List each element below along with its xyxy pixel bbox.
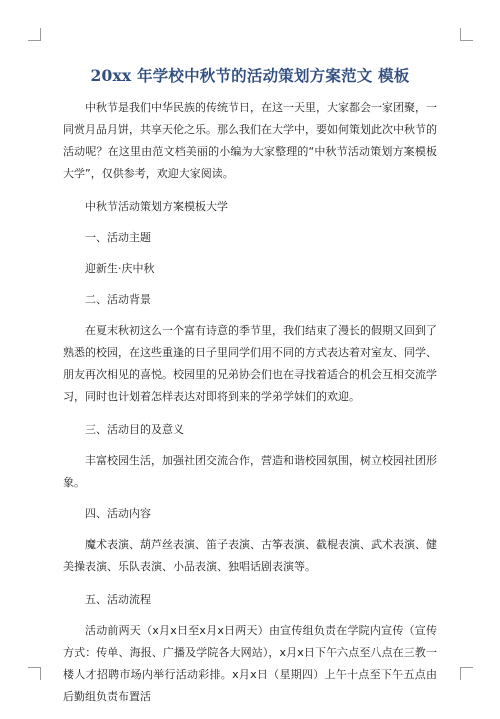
- section-heading: 四、活动内容: [85, 507, 151, 520]
- purpose-paragraph: 丰富校园生活，加强社团交流合作，营造和谐校园氛围，树立校园社团形象。: [63, 454, 437, 489]
- content-paragraph: 魔术表演、葫芦丝表演、笛子表演、古筝表演、截棍表演、武术表演、健美操表演、乐队表演、小品表演、独唱话剧表演等。: [63, 538, 437, 573]
- section-heading: 一、活动主题: [85, 231, 151, 244]
- crop-mark-bottom-right: [460, 667, 473, 680]
- section-heading: 五、活动流程: [85, 593, 151, 606]
- section-heading: 三、活动目的及意义: [85, 423, 184, 436]
- crop-mark-top-left: [28, 28, 41, 41]
- intro-paragraph: 中秋节是我们中华民族的传统节日，在这一天里，大家都会一家团聚，一同赏月品月饼，共享天伦之乐。那么我们在大学中，要如何策划此次中秋节的活动呢？在这里由范文档美丽的小编为大家整理的“中秋节活动策划方案模板大学”，仅供参考，欢迎大家阅读。: [63, 101, 437, 180]
- document-title: 20xx 年学校中秋节的活动策划方案范文 模板: [90, 66, 410, 85]
- subtitle: 中秋节活动策划方案模板大学: [85, 200, 228, 213]
- crop-mark-top-right: [460, 28, 473, 41]
- crop-mark-bottom-left: [28, 667, 41, 680]
- background-paragraph: 在夏末秋初这么一个富有诗意的季节里，我们结束了漫长的假期又回到了熟悉的校园，在这些重逢的日子里同学们用不同的方式表达着对室友、同学、朋友再次相见的喜悦。校园里的兄弟协会们也在寻找着适合的机会互相交流学习，同时也计划着怎样表达对即将到来的学弟学妹们的欢迎。: [63, 324, 437, 403]
- document-body: [63, 97, 437, 719]
- theme-text: 迎新生·庆中秋: [85, 262, 155, 275]
- process-paragraph: 活动前两天（x月x日至x月x日两天）由宣传组负责在学院内宣传（宣传方式：传单、海报、广播及学院各大网站），x月x日下午六点至八点在三教一楼人才招聘市场内举行活动彩排。x月x日（星期四）上午十点至下午五点由后勤组负责布置活: [63, 624, 437, 703]
- section-heading: 二、活动背景: [85, 293, 151, 306]
